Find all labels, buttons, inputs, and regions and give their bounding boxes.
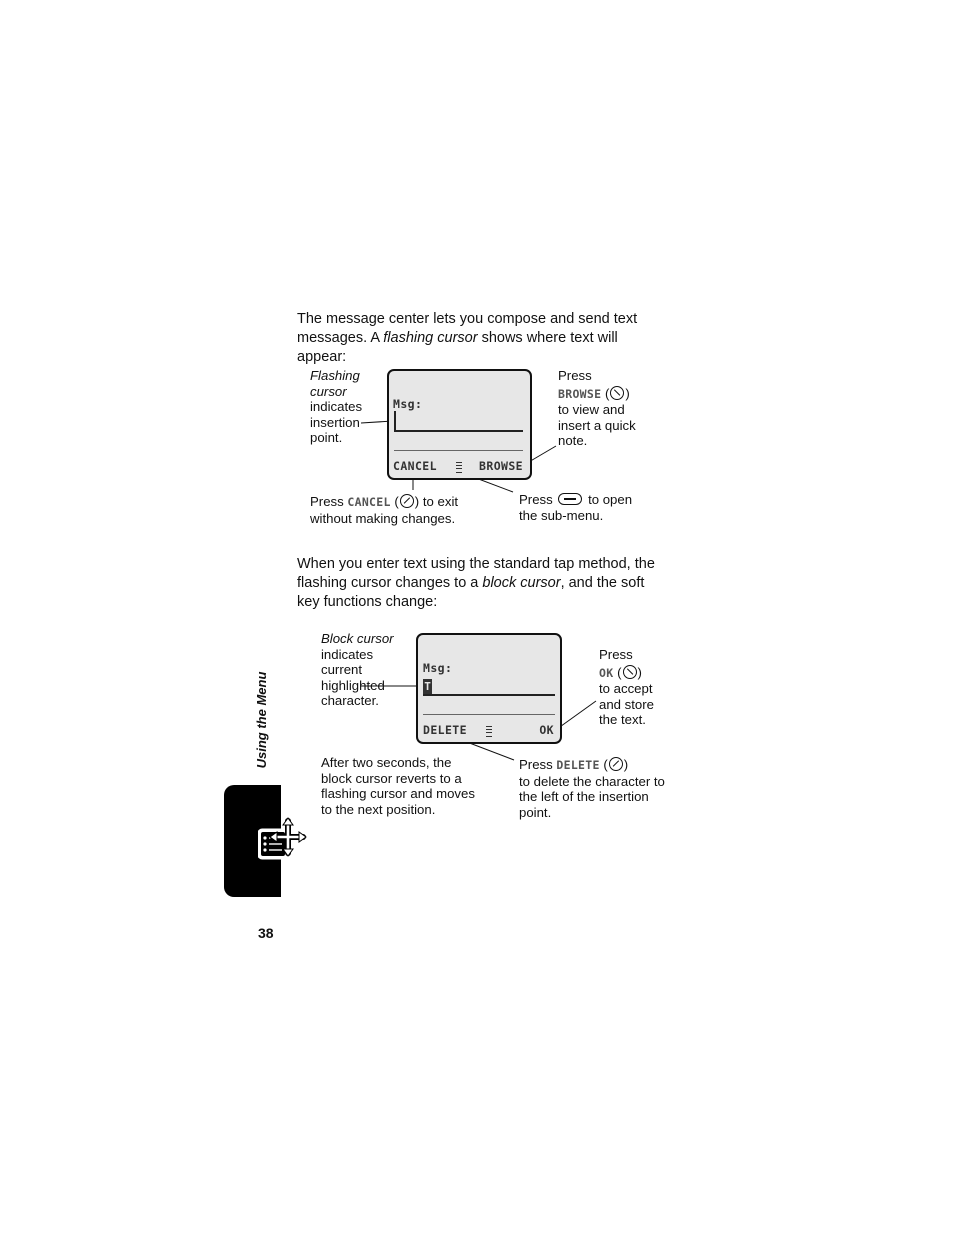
section-side-label: Using the Menu [254, 671, 269, 769]
right-soft-key-icon [623, 665, 637, 679]
menu-navigation-icon [258, 817, 308, 867]
cancel-callout: Press CANCEL ( ) to exit without making changes. [310, 494, 459, 526]
softkey-divider [423, 714, 555, 715]
block-cursor-paragraph: When you enter text using the standard tap method, the flashing cursor changes to a block cursor, and the soft key functions change: [297, 556, 655, 610]
flashing-cursor-callout: Flashing cursor indicates insertion point. [310, 368, 363, 445]
delete-softkey[interactable]: DELETE [423, 723, 467, 737]
phone-screen-tap-entry [416, 633, 562, 744]
browse-softkey[interactable]: BROWSE [479, 459, 523, 473]
left-soft-key-icon [400, 494, 414, 508]
ok-softkey[interactable]: OK [539, 723, 554, 737]
menu-callout: Press to open the sub-menu. [519, 492, 633, 523]
cancel-softkey[interactable]: CANCEL [393, 459, 437, 473]
right-soft-key-icon [610, 386, 624, 400]
left-soft-key-icon [609, 757, 623, 771]
intro-paragraph: The message center lets you compose and send text messages. A flashing cursor shows where text will appear: [297, 311, 638, 365]
msg-label: Msg: [423, 661, 453, 675]
block-cursor-emphasis: block cursor [482, 575, 561, 591]
menu-indicator-icon [486, 726, 492, 737]
delete-callout: Press DELETE ( ) to delete the character to the left of the insertion point. [519, 757, 665, 820]
intro-emphasis: flashing cursor [383, 330, 478, 346]
softkey-divider [394, 450, 523, 451]
page-number: 38 [258, 925, 274, 941]
msg-label: Msg: [393, 397, 423, 411]
phone-screen-compose [387, 369, 532, 480]
ok-callout: Press OK ( ) to accept and store the text. [599, 647, 654, 727]
text-entry-line [394, 430, 523, 432]
flashing-cursor [394, 411, 396, 431]
text-entry-line [423, 694, 555, 696]
browse-callout: Press BROWSE ( ) to view and insert a quick note. [558, 368, 636, 448]
block-cursor-callout: Block cursor indicates current highlighted character. [321, 631, 394, 708]
menu-key-icon [558, 493, 582, 505]
section-tab [224, 785, 281, 897]
menu-indicator-icon [456, 462, 462, 473]
revert-callout: After two seconds, the block cursor reverts to a flashing cursor and moves to the next position. [321, 755, 475, 817]
block-cursor: T [424, 680, 431, 693]
